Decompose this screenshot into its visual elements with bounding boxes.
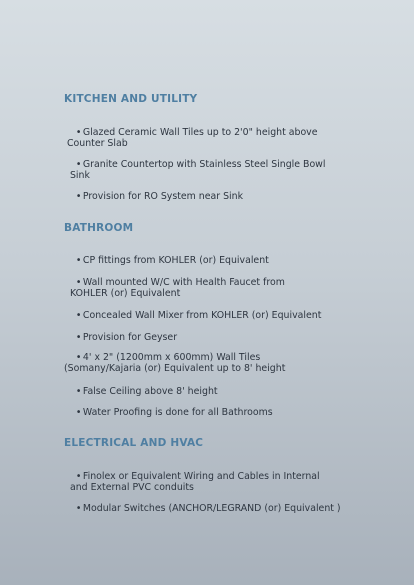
item-text: Concealed Wall Mixer from KOHLER (or) Equivalent — [82, 310, 322, 321]
bullet-icon: • — [75, 310, 82, 321]
bullet-icon: • — [75, 471, 82, 482]
bullet-icon: • — [75, 127, 82, 138]
item-text: Finolex or Equivalent Wiring and Cables in Internal and External PVC conduits — [69, 471, 320, 493]
bullet-icon: • — [75, 255, 82, 266]
item-text: Modular Switches (ANCHOR/LEGRAND (or) Equivalent ) — [82, 503, 341, 514]
section-title-kitchen: KITCHEN AND UTILITY — [64, 93, 198, 105]
bullet-icon: • — [75, 503, 82, 514]
bullet-icon: • — [75, 159, 82, 170]
item-text: Granite Countertop with Stainless Steel Single Bowl Sink — [69, 159, 326, 181]
bullet-icon: • — [75, 386, 82, 397]
bullet-icon: • — [75, 407, 82, 418]
section-title-electrical: ELECTRICAL AND HVAC — [64, 437, 204, 449]
item-text: Wall mounted W/C with Health Faucet from KOHLER (or) Equivalent — [69, 277, 285, 299]
bullet-icon: • — [75, 332, 82, 343]
item-text: Provision for RO System near Sink — [82, 191, 243, 202]
item-text: 4' x 2" (1200mm x 600mm) Wall Tiles (Somany/Kajaria (or) Equivalent up to 8' height — [64, 352, 286, 374]
item-text: Water Proofing is done for all Bathrooms — [82, 407, 273, 418]
item-text: Glazed Ceramic Wall Tiles up to 2'0" height above Counter Slab — [66, 127, 318, 149]
item-text: False Ceiling above 8' height — [82, 386, 218, 397]
item-text: CP fittings from KOHLER (or) Equivalent — [82, 255, 269, 266]
list-item — [64, 180, 364, 213]
bullet-icon: • — [75, 191, 82, 202]
bullet-icon: • — [75, 277, 82, 288]
bullet-icon: • — [75, 352, 82, 363]
item-text: Provision for Geyser — [82, 332, 178, 343]
list-item — [64, 492, 364, 525]
section-title-bathroom: BATHROOM — [64, 222, 134, 234]
list-item — [64, 396, 364, 429]
